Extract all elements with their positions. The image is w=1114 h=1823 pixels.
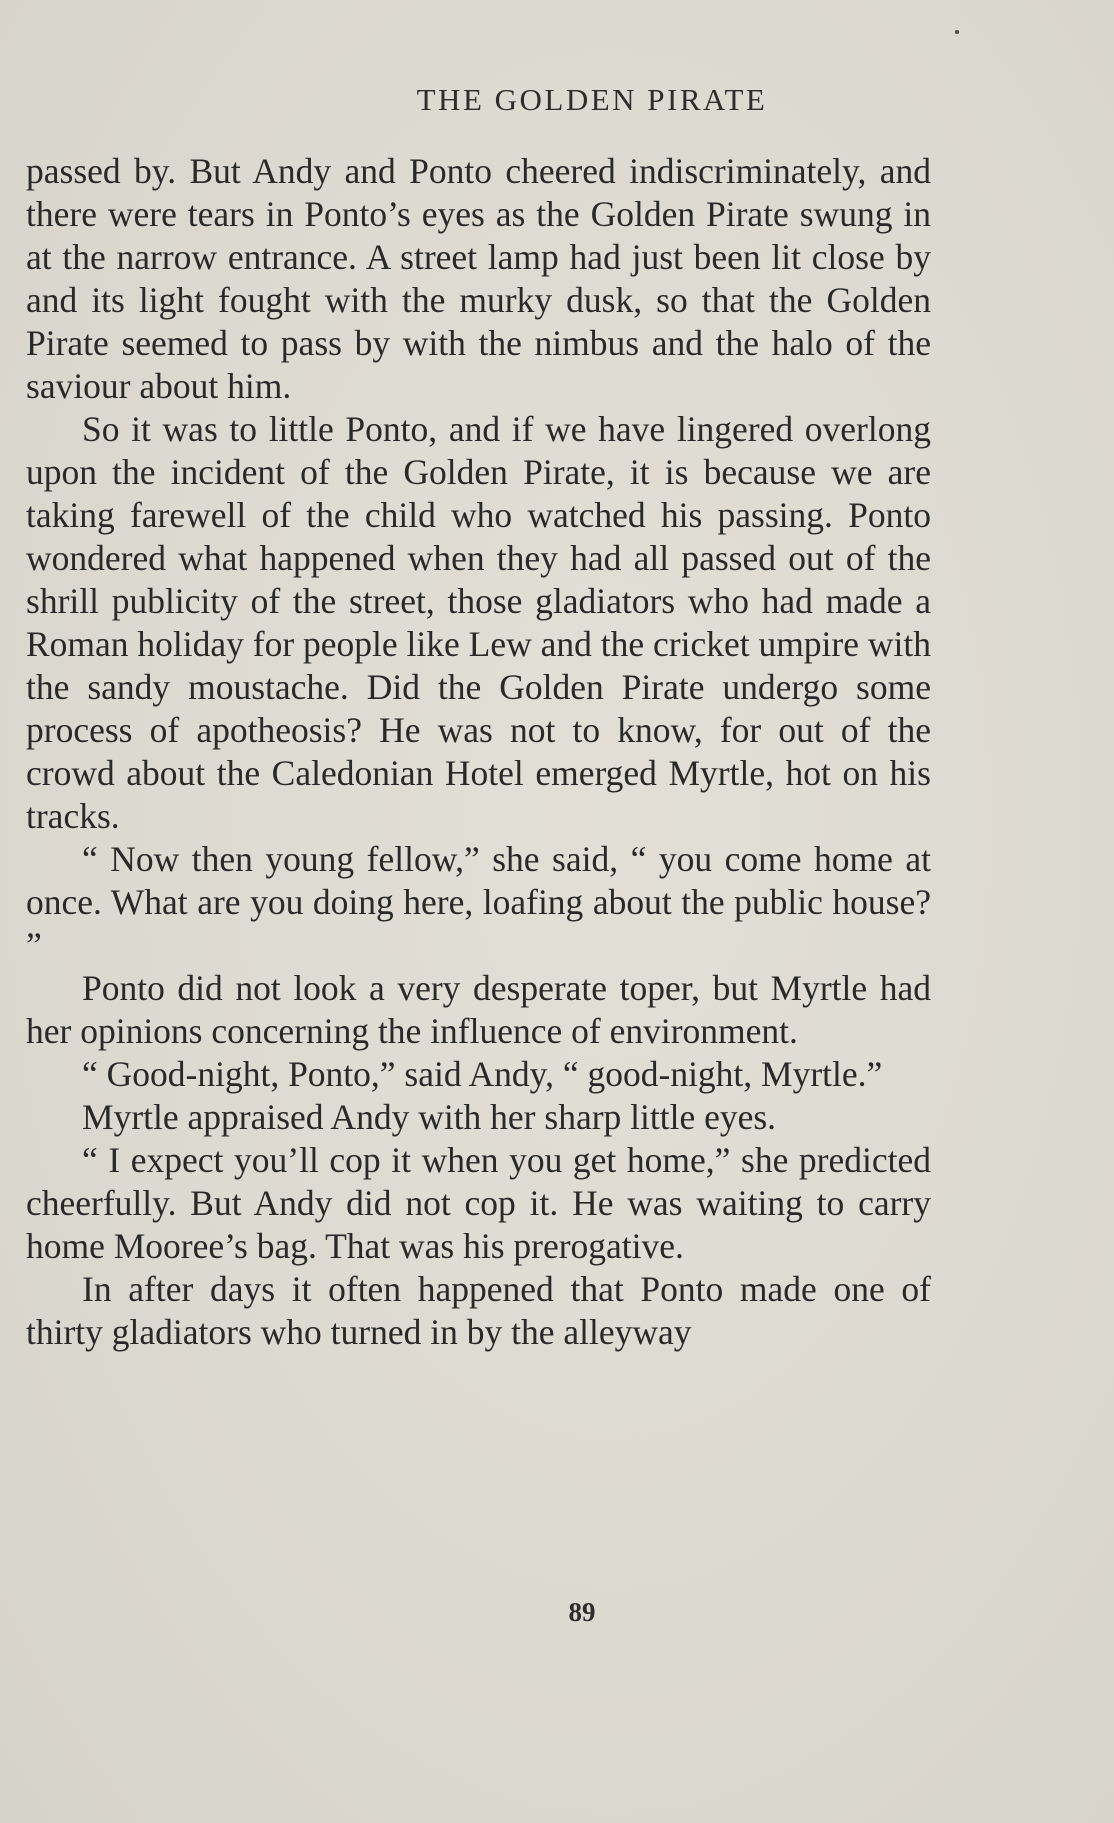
paper-speck bbox=[955, 30, 959, 34]
paragraph-2: So it was to little Ponto, and if we have lingered overlong upon the incident of the Golden Pirate, it is because we are taking farewell of the child who watched his passing. Ponto wondered what happened when they had all passed out of the shrill publicity of the street, those gladiators who had made a Roman holiday for people like Lew and the cricket umpire with the sandy moustache. Did the Golden Pirate undergo some process of apotheosis? He was not to know, for out of the crowd about the Caledonian Hotel emerged Myrtle, hot on his tracks. bbox=[26, 409, 931, 836]
body-text bbox=[26, 150, 931, 1354]
paragraph-6: Myrtle appraised Andy with her sharp little eyes. bbox=[82, 1097, 777, 1137]
paragraph-7: “ I expect you’ll cop it when you get home,” she predicted cheerfully. But Andy did not cop it. He was waiting to carry home Mooree’s bag. That was his prerogative. bbox=[26, 1140, 931, 1266]
running-head: THE GOLDEN PIRATE bbox=[416, 82, 768, 117]
page-number: 89 bbox=[568, 1597, 596, 1627]
paragraph-4: Ponto did not look a very desperate toper, but Myrtle had her opinions concerning the influence of environment. bbox=[26, 968, 931, 1051]
paragraph-8: In after days it often happened that Ponto made one of thirty gladiators who turned in by the alleyway bbox=[26, 1269, 931, 1352]
paragraph-1: passed by. But Andy and Ponto cheered indiscriminately, and there were tears in Ponto’s eyes as the Golden Pirate swung in at the narrow entrance. A street lamp had just been lit close by and its light fought with the murky dusk, so that the Golden Pirate seemed to pass by with the nimbus and the halo of the saviour about him. bbox=[26, 151, 931, 406]
paragraph-3: “ Now then young fellow,” she said, “ you come home at once. What are you doing here, loafing about the public house? ” bbox=[26, 839, 931, 965]
paragraph-5: “ Good-night, Ponto,” said Andy, “ good-night, Myrtle.” bbox=[82, 1054, 883, 1094]
